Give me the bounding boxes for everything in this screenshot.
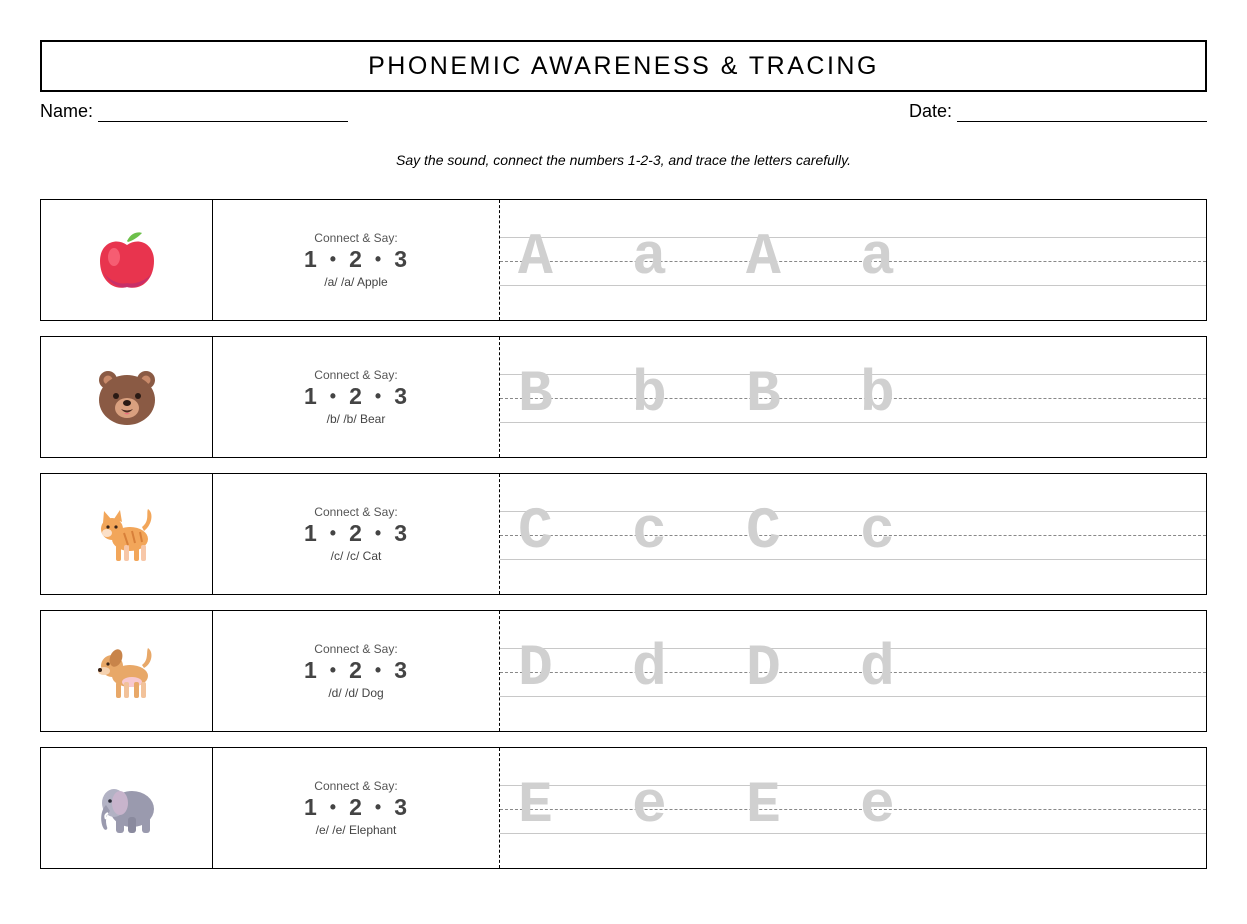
number-3: 3 bbox=[394, 246, 408, 272]
sound-text: /d/ /d/ Dog bbox=[328, 686, 384, 700]
number-3: 3 bbox=[394, 383, 408, 409]
trace-letters bbox=[518, 228, 974, 290]
number-1: 1 bbox=[303, 383, 318, 409]
connect-say-cell bbox=[213, 337, 500, 457]
trace-letter: b bbox=[860, 363, 895, 428]
worksheet-row-bear bbox=[40, 336, 1207, 458]
date-line[interactable] bbox=[957, 106, 1207, 122]
number-sequence bbox=[304, 382, 408, 410]
trace-letter: e bbox=[860, 774, 895, 839]
instructions: Say the sound, connect the numbers 1-2-3, and trace the letters carefully. bbox=[396, 152, 851, 168]
trace-letter: b bbox=[632, 363, 667, 428]
trace-letter: d bbox=[632, 637, 667, 702]
bear-face-icon bbox=[94, 364, 160, 430]
number-2: 2 bbox=[349, 246, 363, 272]
trace-letter: A bbox=[746, 226, 781, 291]
worksheet-row-apple bbox=[40, 199, 1207, 321]
connect-say-label: Connect & Say: bbox=[314, 368, 398, 382]
dot: • bbox=[374, 523, 383, 543]
trace-letter: a bbox=[860, 226, 895, 291]
tracing-area[interactable] bbox=[500, 337, 1206, 457]
trace-letter: E bbox=[746, 774, 781, 839]
trace-letter: E bbox=[518, 774, 553, 839]
number-sequence bbox=[304, 793, 408, 821]
trace-letter: B bbox=[746, 363, 781, 428]
trace-letters bbox=[518, 365, 974, 427]
dot: • bbox=[329, 797, 338, 817]
connect-say-label: Connect & Say: bbox=[314, 505, 398, 519]
trace-letter: a bbox=[632, 226, 667, 291]
worksheet-row-elephant bbox=[40, 747, 1207, 869]
tracing-area[interactable] bbox=[500, 474, 1206, 594]
name-label: Name: bbox=[40, 101, 94, 121]
picture-cell bbox=[41, 611, 213, 731]
dot: • bbox=[329, 249, 338, 269]
apple-icon bbox=[94, 227, 160, 293]
trace-letter: c bbox=[632, 500, 667, 565]
dot: • bbox=[329, 386, 338, 406]
tracing-area[interactable] bbox=[500, 748, 1206, 868]
trace-letter: e bbox=[632, 774, 667, 839]
dot: • bbox=[374, 797, 383, 817]
number-3: 3 bbox=[394, 794, 408, 820]
sound-text: /b/ /b/ Bear bbox=[326, 412, 386, 426]
title-box bbox=[40, 40, 1207, 92]
number-2: 2 bbox=[349, 657, 363, 683]
number-1: 1 bbox=[303, 794, 318, 820]
connect-say-cell bbox=[213, 474, 500, 594]
name-field[interactable] bbox=[40, 101, 348, 122]
trace-letter: B bbox=[518, 363, 553, 428]
dot: • bbox=[329, 523, 338, 543]
picture-cell bbox=[41, 748, 213, 868]
trace-letter: A bbox=[518, 226, 553, 291]
number-sequence bbox=[304, 245, 408, 273]
number-sequence bbox=[304, 519, 408, 547]
connect-say-cell bbox=[213, 611, 500, 731]
connect-say-label: Connect & Say: bbox=[314, 642, 398, 656]
connect-say-label: Connect & Say: bbox=[314, 231, 398, 245]
date-field[interactable] bbox=[909, 101, 1207, 122]
dot: • bbox=[374, 386, 383, 406]
trace-letter: C bbox=[746, 500, 781, 565]
number-3: 3 bbox=[394, 657, 408, 683]
picture-cell bbox=[41, 474, 213, 594]
trace-letters bbox=[518, 776, 974, 838]
number-1: 1 bbox=[303, 520, 318, 546]
number-3: 3 bbox=[394, 520, 408, 546]
sound-text: /e/ /e/ Elephant bbox=[315, 823, 397, 837]
dot: • bbox=[374, 660, 383, 680]
number-2: 2 bbox=[349, 383, 363, 409]
dot: • bbox=[374, 249, 383, 269]
trace-letter: d bbox=[860, 637, 895, 702]
picture-cell bbox=[41, 200, 213, 320]
tracing-area[interactable] bbox=[500, 611, 1206, 731]
number-2: 2 bbox=[349, 520, 363, 546]
sound-text: /c/ /c/ Cat bbox=[330, 549, 382, 563]
number-2: 2 bbox=[349, 794, 363, 820]
page-title: PHONEMIC AWARENESS & TRACING bbox=[368, 51, 879, 80]
tracing-area[interactable] bbox=[500, 200, 1206, 320]
number-1: 1 bbox=[303, 246, 318, 272]
number-sequence bbox=[304, 656, 408, 684]
connect-say-cell bbox=[213, 748, 500, 868]
trace-letter: C bbox=[518, 500, 553, 565]
trace-letter: D bbox=[518, 637, 553, 702]
dot: • bbox=[329, 660, 338, 680]
connect-say-label: Connect & Say: bbox=[314, 779, 398, 793]
number-1: 1 bbox=[303, 657, 318, 683]
name-line[interactable] bbox=[98, 106, 348, 122]
sound-text: /a/ /a/ Apple bbox=[324, 275, 388, 289]
trace-letters bbox=[518, 502, 974, 564]
picture-cell bbox=[41, 337, 213, 457]
trace-letter: D bbox=[746, 637, 781, 702]
elephant-icon bbox=[94, 775, 160, 841]
worksheet-row-dog bbox=[40, 610, 1207, 732]
connect-say-cell bbox=[213, 200, 500, 320]
cat-icon bbox=[94, 501, 160, 567]
trace-letter: c bbox=[860, 500, 895, 565]
date-label: Date: bbox=[909, 101, 953, 121]
trace-letters bbox=[518, 639, 974, 701]
dog-icon bbox=[94, 638, 160, 704]
worksheet-row-cat bbox=[40, 473, 1207, 595]
